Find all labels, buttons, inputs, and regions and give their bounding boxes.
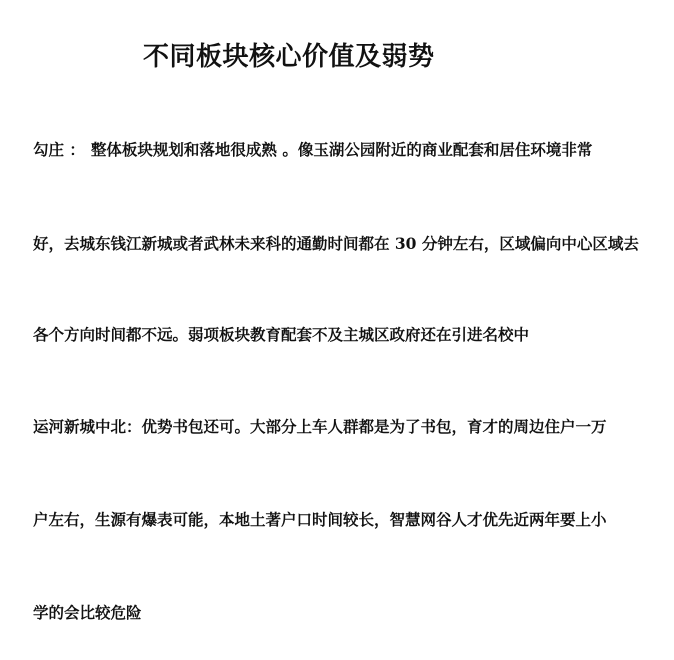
paragraph-text: 整体板块规划和落地很成熟 。像玉湖公园附近的商业配套和居住环境非常 bbox=[90, 140, 593, 159]
paragraph-line bbox=[33, 232, 639, 254]
term-separator: ： bbox=[64, 140, 85, 159]
paragraph-text: 好，去城东钱江新城或者武林未来科的通勤时间都在 30 分钟左右，区域偏向中心区域去 bbox=[33, 234, 639, 253]
paragraph-text: 学的会比较危险 bbox=[33, 603, 142, 622]
term-separator: ： bbox=[126, 417, 142, 436]
paragraph-line bbox=[33, 415, 607, 437]
paragraph-line bbox=[33, 323, 529, 345]
page-title: 不同板块核心价值及弱势 bbox=[143, 42, 435, 72]
paragraph-line bbox=[33, 508, 607, 530]
paragraph-text: 优势书包还可。大部分上车人群都是为了书包，育才的周边住户一万 bbox=[141, 417, 607, 436]
paragraph-text: 各个方向时间都不远。弱项板块教育配套不及主城区政府还在引进名校中 bbox=[33, 325, 530, 344]
term-label: 运河新城中北 bbox=[33, 418, 127, 436]
paragraph-line bbox=[33, 138, 592, 160]
paragraph-text: 户左右，生源有爆表可能，本地土著户口时间较长，智慧网谷人才优先近两年要上小 bbox=[33, 510, 607, 529]
paragraph-line bbox=[33, 601, 142, 623]
term-label: 勾庄 bbox=[33, 141, 65, 159]
